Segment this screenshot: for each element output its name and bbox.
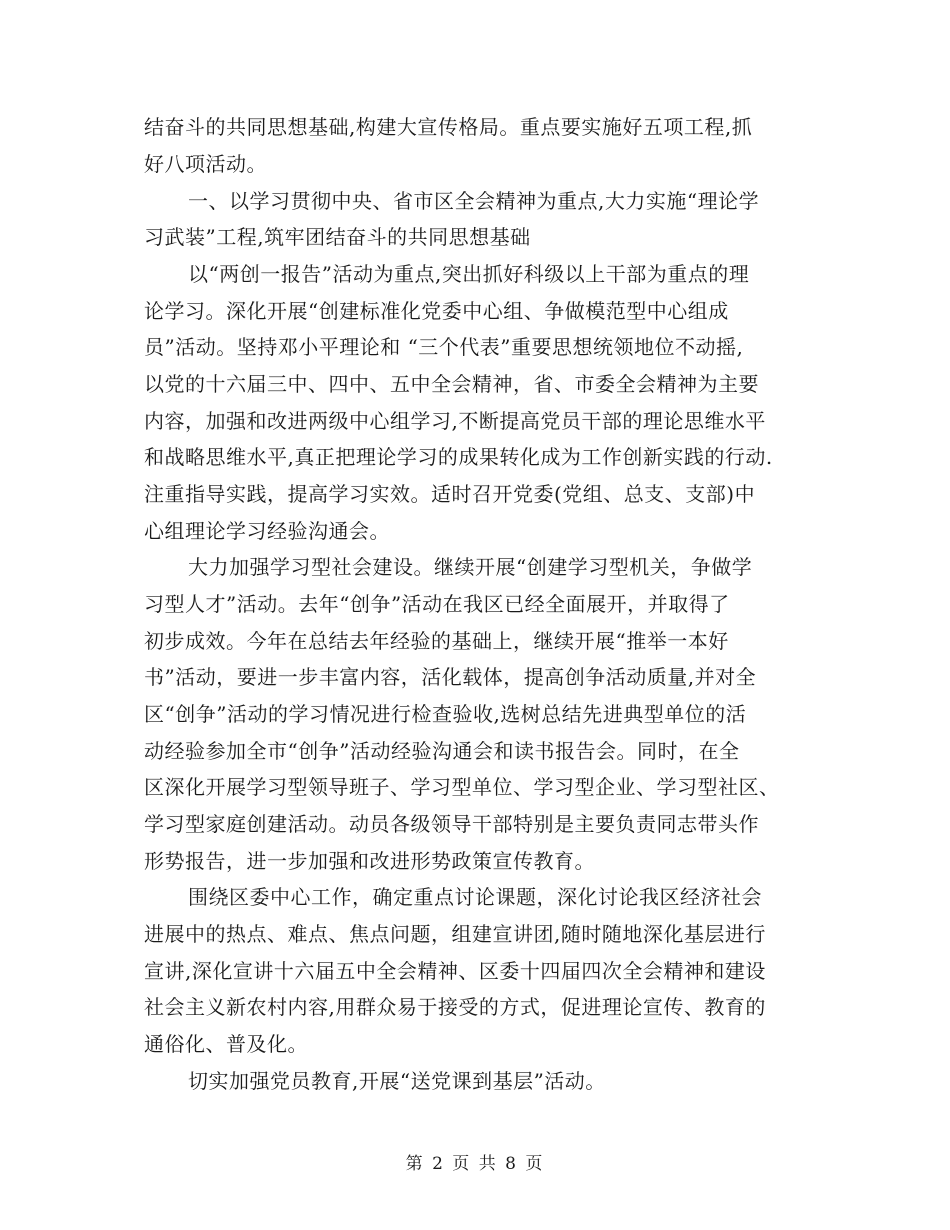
text-line: 员”活动。坚持邓小平理论和 “三个代表”重要思想统领地位不动摇, — [144, 335, 744, 359]
text-line: 习型人才”活动。去年“创争”活动在我区已经全面展开，并取得了 — [144, 592, 730, 616]
text-line: 围绕区委中心工作，确定重点讨论课题，深化讨论我区经济社会 — [188, 885, 762, 909]
text-line: 形势报告，进一步加强和改进形势政策宣传教育。 — [144, 849, 595, 873]
text-line: 以“两创一报告”活动为重点,突出抓好科级以上干部为重点的理 — [188, 262, 750, 286]
text-line: 通俗化、普及化。 — [144, 1032, 308, 1056]
text-line: 论学习。深化开展“创建标准化党委中心组、争做模范型中心组成 — [144, 299, 729, 323]
text-line: 区深化开展学习型领导班子、学习型单位、学习型企业、学习型社区、 — [144, 775, 780, 799]
text-line: 结奋斗的共同思想基础,构建大宣传格局。重点要实施好五项工程,抓 — [144, 115, 753, 139]
text-line: 内容，加强和改进两级中心组学习,不断提高党员干部的理论思维水平 — [144, 409, 766, 433]
text-line: 区“创争”活动的学习情况进行检查验收,选树总结先进典型单位的活 — [144, 702, 747, 726]
text-line: 和战略思维水平,真正把理论学习的成果转化成为工作创新实践的行动. — [144, 445, 773, 469]
text-line: 书”活动，要进一步丰富内容，活化载体，提高创争活动质量,并对全 — [144, 665, 757, 689]
text-line: 好八项活动。 — [144, 152, 267, 176]
text-line: 宣讲,深化宣讲十六届五中全会精神、区委十四届四次全会精神和建设 — [144, 959, 766, 983]
text-line: 学习型家庭创建活动。动员各级领导干部特别是主要负责同志带头作 — [144, 812, 759, 836]
page-number-footer: 第 2 页 共 8 页 — [405, 1154, 545, 1174]
text-line: 初步成效。今年在总结去年经验的基础上，继续开展“推举一本好 — [144, 629, 729, 653]
text-line: 切实加强党员教育,开展“送党课到基层”活动。 — [188, 1069, 606, 1093]
text-line: 动经验参加全市“创争”活动经验沟通会和读书报告会。同时，在全 — [144, 739, 740, 763]
text-line: 大力加强学习型社会建设。继续开展“创建学习型机关，争做学 — [188, 555, 753, 579]
text-line: 进展中的热点、难点、焦点问题，组建宣讲团,随时随地深化基层进行 — [144, 922, 766, 946]
text-line: 一、以学习贯彻中央、省市区全会精神为重点,大力实施“理论学 — [188, 189, 760, 213]
text-line: 习武装”工程,筑牢团结奋斗的共同思想基础 — [144, 225, 531, 249]
text-line: 心组理论学习经验沟通会。 — [144, 519, 390, 543]
text-line: 社会主义新农村内容,用群众易于接受的方式，促进理论宣传、教育的 — [144, 995, 766, 1019]
text-line: 注重指导实践，提高学习实效。适时召开党委(党组、总支、支部)中 — [144, 482, 756, 506]
text-line: 以党的十六届三中、四中、五中全会精神，省、市委全会精神为主要 — [144, 372, 759, 396]
